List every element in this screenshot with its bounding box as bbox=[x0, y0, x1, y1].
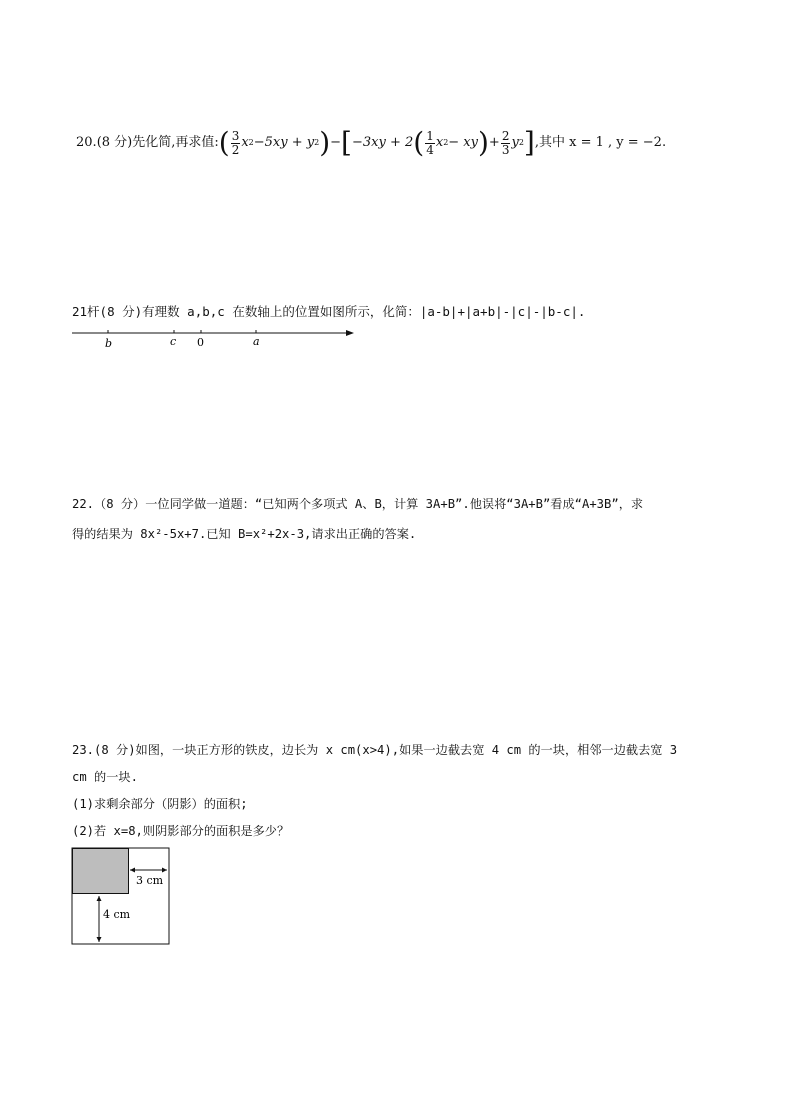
term-y2: y bbox=[511, 135, 519, 150]
question-22-line2: 得的结果为 8x²-5x+7.已知 B=x²+2x-3,请求出正确的答案. bbox=[72, 527, 417, 541]
question-20: 20. (8 分)先化简,再求值: ( $\frac{3}{2}$ x 2 −5xy + y 2 ) − [ −3xy + 2 ( $\frac{1}{4}$ x 2 − xy ) + $\frac{2}{3}$ y 2 ] ,其中 x = 1 , y = −2. bbox=[76, 126, 667, 159]
tick-label-c: c bbox=[170, 335, 177, 348]
tick-label-a: a bbox=[253, 335, 260, 348]
question-23-line2: cm 的一块. bbox=[72, 770, 138, 784]
q20-suffix: ,其中 x = 1 , y = −2. bbox=[534, 135, 667, 150]
label-3cm: 3 cm bbox=[136, 874, 164, 887]
term-3xy: −3xy + 2 bbox=[351, 135, 414, 150]
fraction-1-4: $\frac{1}{4}$ bbox=[426, 128, 434, 157]
question-22-line1: 22.（8 分）一位同学做一道题：“已知两个多项式 A、B，计算 3A+B”.他误将“3A+B”看成“A+3B”，求 bbox=[72, 497, 644, 511]
term-x2: x bbox=[435, 135, 444, 150]
question-23-sub1: (1)求剩余部分（阴影）的面积; bbox=[72, 797, 248, 811]
shaded-region bbox=[73, 849, 129, 894]
left-paren-inner: ( bbox=[413, 126, 425, 159]
question-23-sub2: (2)若 x=8,则阴影部分的面积是多少？ bbox=[72, 824, 290, 838]
term-x: x bbox=[241, 135, 249, 150]
question-21-text: 21杆(8 分)有理数 a,b,c 在数轴上的位置如图所示，化简：|a-b|+|a+b|-|c|-|b-c|. bbox=[72, 304, 586, 319]
square-diagram bbox=[70, 846, 172, 946]
term-xy-y: −5xy + y bbox=[253, 135, 315, 150]
left-bracket: [ bbox=[341, 126, 352, 159]
right-bracket: ] bbox=[523, 126, 535, 159]
left-paren: ( bbox=[218, 126, 230, 159]
number-line bbox=[70, 326, 360, 352]
term-minus-xy: − xy bbox=[448, 135, 478, 150]
q20-prefix: (8 分)先化简,再求值: bbox=[96, 135, 219, 150]
right-paren: ) bbox=[319, 126, 331, 159]
fraction-2-3: $\frac{2}{3}$ bbox=[501, 128, 510, 157]
fraction-3-2: $\frac{3}{2}$ bbox=[231, 128, 240, 157]
plus-sign: + bbox=[488, 135, 500, 150]
minus-sign: − bbox=[330, 135, 342, 150]
label-4cm: 4 cm bbox=[103, 908, 131, 921]
tick-label-b: b bbox=[105, 337, 113, 350]
q20-number: 20. bbox=[76, 135, 97, 150]
tick-label-zero: 0 bbox=[197, 336, 204, 349]
question-23-line1: 23.(8 分)如图，一块正方形的铁皮，边长为 x cm(x>4),如果一边截去宽 4 cm 的一块，相邻一边截去宽 3 bbox=[72, 743, 678, 757]
right-paren-inner: ) bbox=[477, 126, 489, 159]
